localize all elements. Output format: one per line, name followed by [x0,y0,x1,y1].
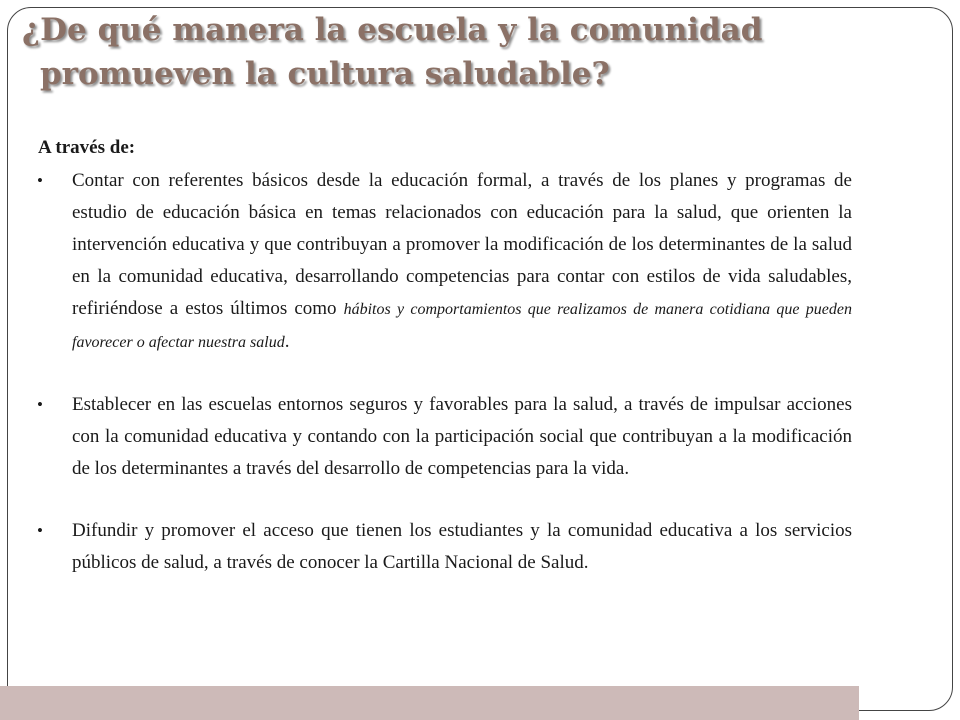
bottom-decorative-bar [0,686,859,720]
list-item [38,165,852,359]
list-item [38,515,852,579]
title-line-1: ¿De qué manera la escuela y la comunidad [22,12,763,48]
bullet-icon: • [37,395,43,414]
item-emphasis: hábitos y comportamientos que realizamos de manera cotidiana que pueden favorecer o afectar nuestra salud [72,301,852,351]
bullet-list [38,165,852,579]
item-text: Establecer en las escuelas entornos seguros y favorables para la salud, a través de impulsar acciones con la comunidad educativa y contando con la participación social que contribuyan a la modificación de los determinantes a través del desarrollo de competencias para la vida. [72,394,852,479]
slide-body [38,132,852,579]
intro-label: A través de: [38,137,136,158]
item-tail: . [284,331,290,352]
list-item [38,389,852,485]
item-text: Contar con referentes básicos desde la educación formal, a través de los planes y programas de estudio de educación básica en temas relacionados con educación para la salud, que orienten la intervención educativa y que contribuyan a promover la modificación de los determinantes de la salud en la comunidad educativa, desarrollando competencias para contar con estilos de vida saludables, refiriéndose a estos últimos como [72,170,852,319]
bullet-icon: • [37,521,43,540]
item-text: Difundir y promover el acceso que tienen los estudiantes y la comunidad educativa a los servicios públicos de salud, a través de conocer la Cartilla Nacional de Salud. [72,520,852,573]
title-line-2: promueven la cultura saludable? [40,56,610,92]
slide-title [22,8,922,96]
bullet-icon: • [37,171,43,190]
